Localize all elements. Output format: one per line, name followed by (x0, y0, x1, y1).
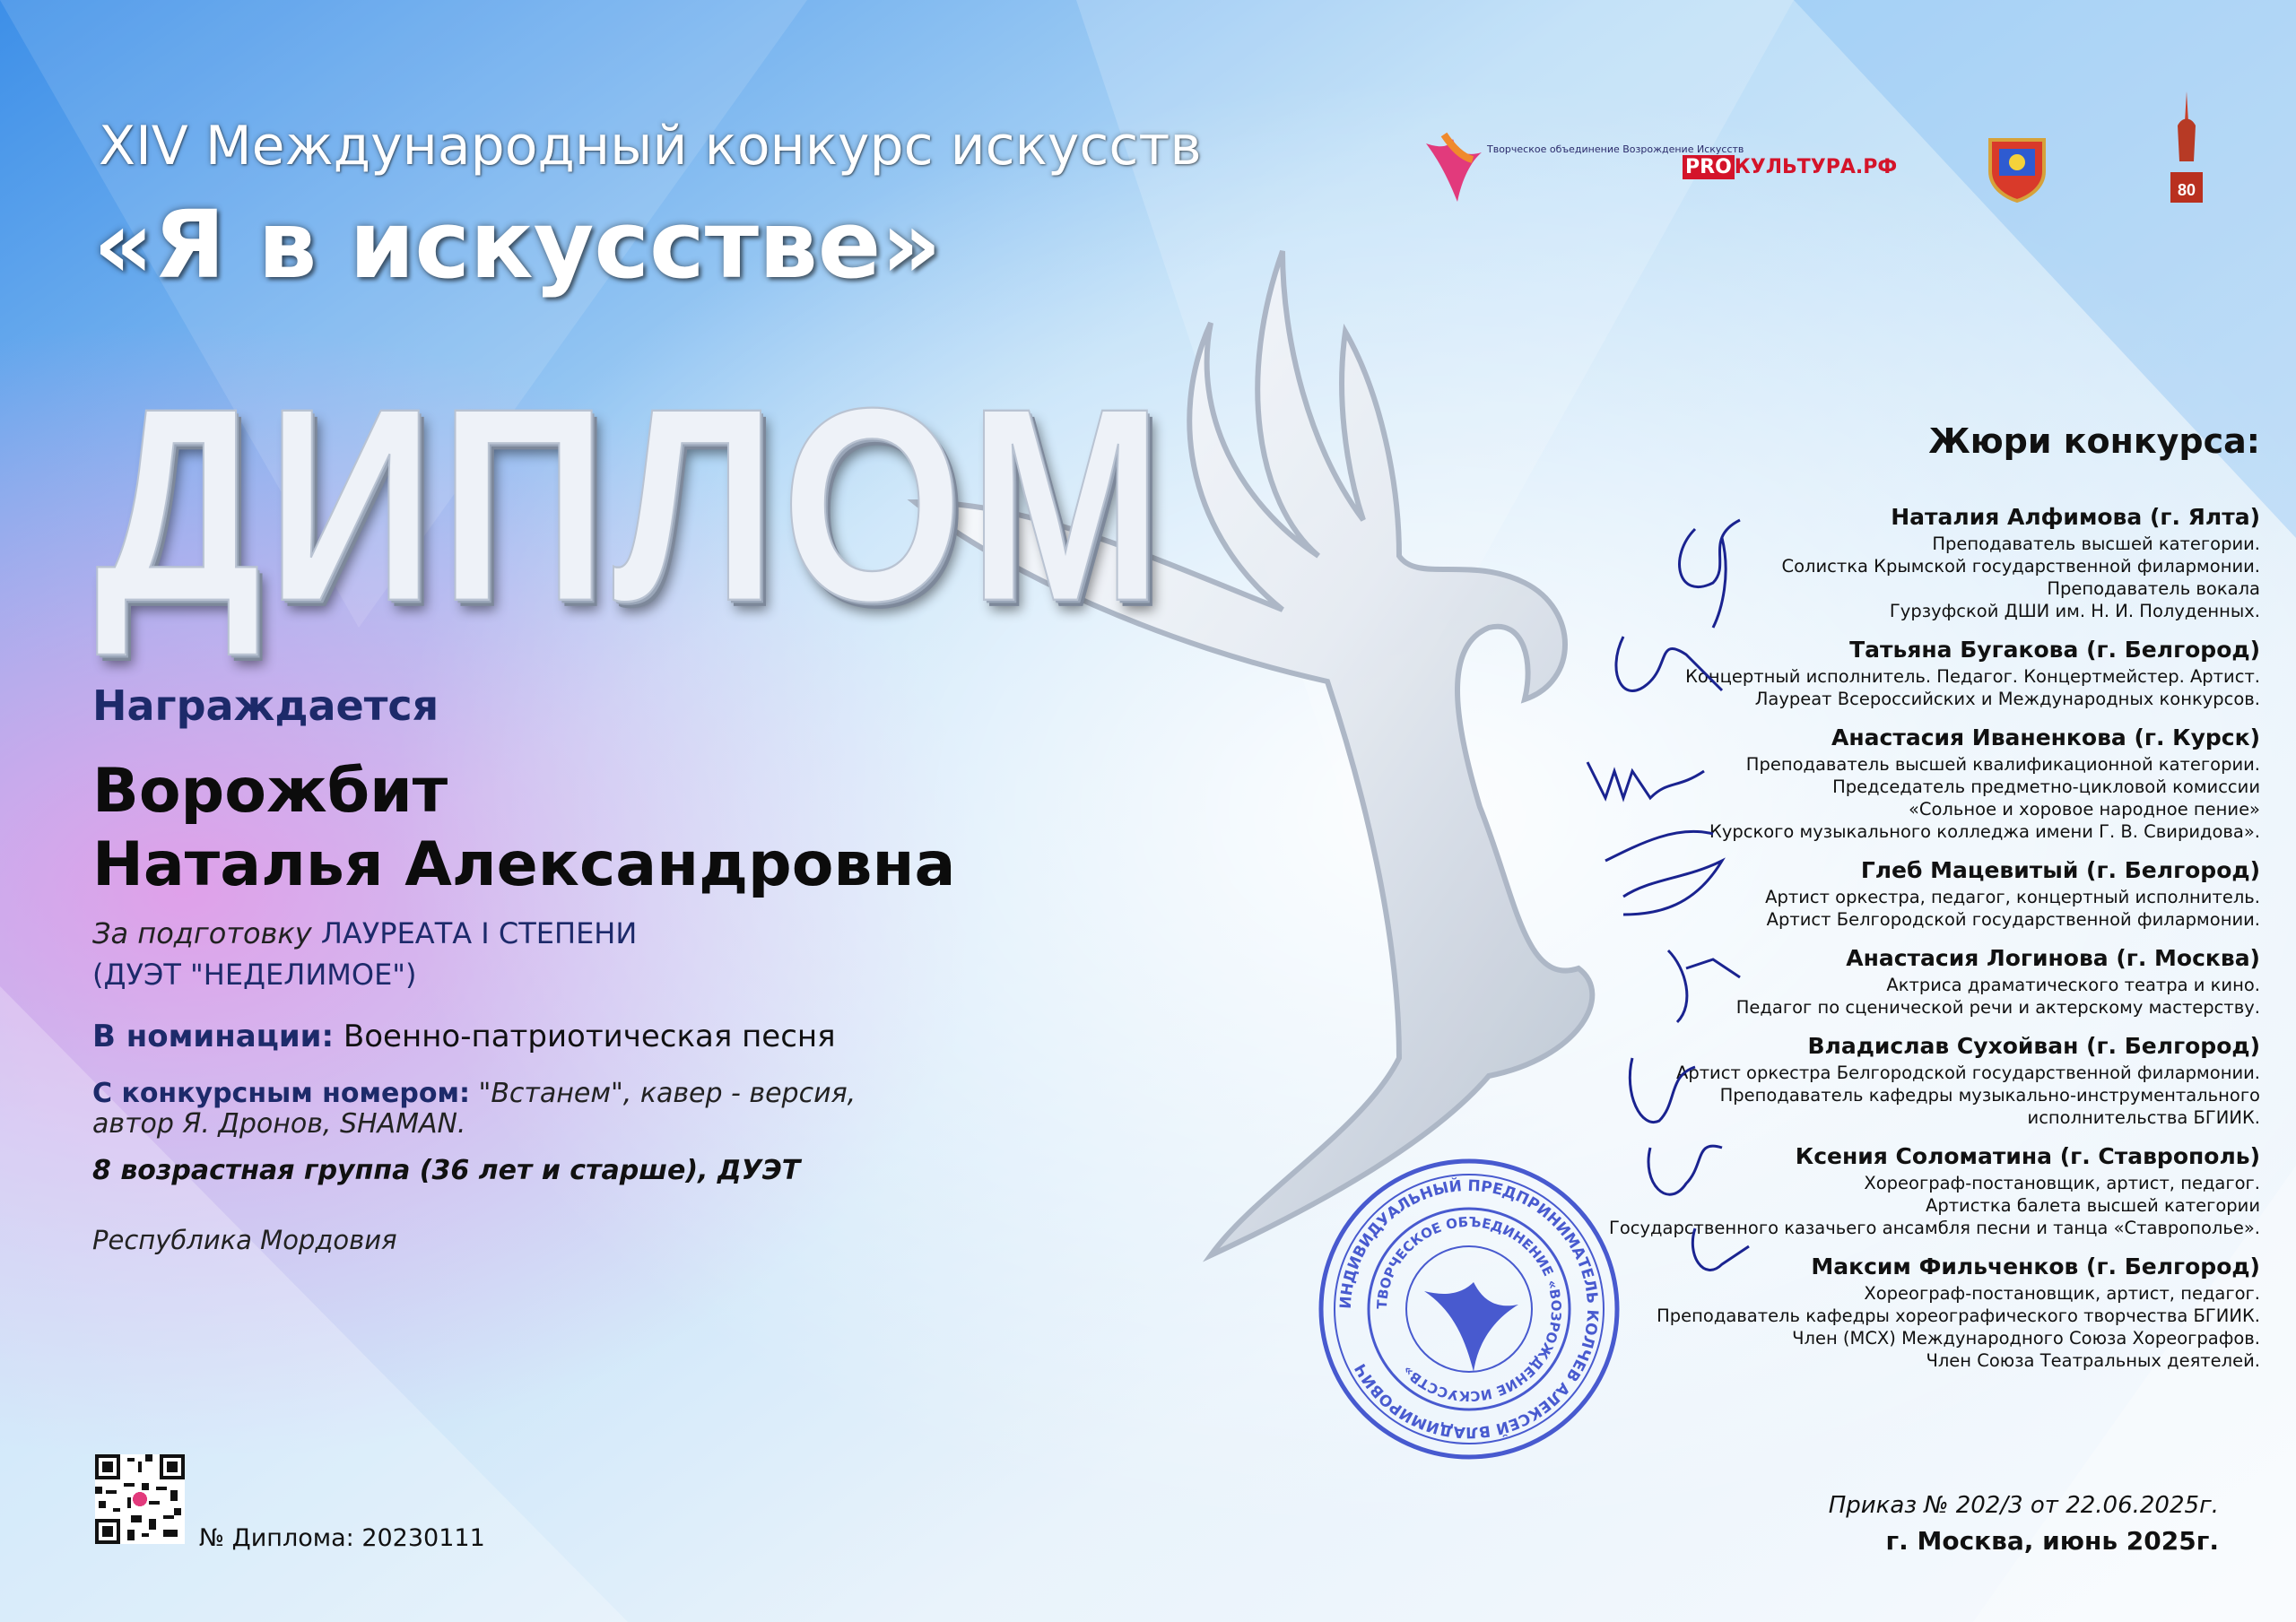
jury-member-description: Артист оркестра, педагог, концертный исполнитель. (1765, 887, 2260, 907)
prep-laureate: ЛАУРЕАТА I СТЕПЕНИ (320, 916, 638, 950)
awarded-label: Награждается (92, 681, 439, 730)
diploma-heading: ДИПЛОМ (95, 351, 1169, 659)
jury-member-name: Наталия Алфимова (г. Ялта) (1891, 504, 2260, 530)
jury-member-description: Хореограф-постановщик, артист, педагог. (1864, 1173, 2260, 1193)
prep-duet: (ДУЭТ "НЕДЕЛИМОЕ") (92, 958, 417, 992)
piece-value-2: автор Я. Дронов, SHAMAN. (92, 1108, 466, 1140)
piece-value-1: "Встанем", кавер - версия, (478, 1078, 857, 1109)
jury-member-description: Концертный исполнитель. Педагог. Концертмейстер. Артист. (1685, 666, 2260, 687)
jury-member-description: Педагог по сценической речи и актерскому мастерству. (1735, 997, 2260, 1018)
jury-member-description: Преподаватель кафедры музыкально-инструментального (1719, 1085, 2260, 1106)
stamp-ring-text: ИНДИВИДУАЛЬНЫЙ ПРЕДПРИНИМАТЕЛЬ КОЛЧЕВ АЛЕКСЕЙ ВЛАДИМИРОВИЧ (1336, 1176, 1602, 1442)
jury-member-description: Преподаватель высшей категории. (1932, 533, 2260, 554)
jury-member-description: Курского музыкального колледжа имени Г. В. Свиридова». (1709, 821, 2260, 842)
piece-label: С конкурсным номером: (92, 1078, 470, 1109)
stamp-center-text: ТВОРЧЕСКОЕ ОБЪЕДИНЕНИЕ «ВОЗРОЖДЕНИЕ ИСКУССТВ» (1373, 1213, 1565, 1405)
jury-member-description: Артист оркестра Белгородской государственной филармонии. (1675, 1063, 2260, 1083)
contest-name: «Я в искусстве» (93, 190, 942, 299)
recipient-surname: Ворожбит (92, 756, 448, 827)
qr-code-icon (95, 1454, 185, 1544)
region: Республика Мордовия (92, 1225, 397, 1255)
contest-title: XIV Международный конкурс искусств (99, 115, 1202, 178)
place-date: г. Москва, июнь 2025г. (1885, 1526, 2219, 1556)
jury-member-description: Преподаватель кафедры хореографического творчества БГИИК. (1657, 1305, 2260, 1326)
svg-text:80: 80 (2177, 181, 2196, 199)
age-group: 8 возрастная группа (36 лет и старше), ДУЭТ (92, 1155, 801, 1186)
jury-member-description: Член (МСХ) Международного Союза Хореографов. (1792, 1328, 2260, 1349)
jury-member-description: Член Союза Театральных деятелей. (1926, 1350, 2260, 1371)
jury-member-description: «Сольное и хоровое народное пение» (1908, 799, 2260, 820)
jury-member-description: Преподаватель вокала (2047, 578, 2260, 599)
contest-piece (92, 1079, 856, 1140)
jury-member-description: Солистка Крымской государственной филармонии. (1781, 556, 2260, 577)
jury-member-description: Хореограф-постановщик, артист, педагог. (1864, 1283, 2260, 1304)
jury-member-description: Лауреат Всероссийских и Международных конкурсов. (1754, 689, 2260, 709)
jury-member-name: Глеб Мацевитый (г. Белгород) (1860, 857, 2260, 883)
jury-member-name: Анастасия Логинова (г. Москва) (1846, 945, 2260, 971)
revival-logo-text: Творческое объединение Возрождение Искусств (1487, 143, 1744, 155)
order-number: Приказ № 202/3 от 22.06.2025г. (1828, 1492, 2219, 1519)
jury-member-description: Актриса драматического театра и кино. (1886, 975, 2260, 995)
recipient-name (92, 755, 955, 902)
prokultura-rest: КУЛЬТУРА.РФ (1734, 156, 1898, 178)
coat-of-arms-icon (1986, 131, 2048, 203)
jury-member-description: Артист Белгородской государственной филармонии. (1766, 909, 2260, 930)
prokultura-pro: PRO (1683, 155, 1735, 179)
jury-member-description: Артистка балета высшей категории (1925, 1195, 2260, 1216)
jury-member-name: Анастасия Иваненкова (г. Курск) (1831, 724, 2260, 750)
jury-member-description: исполнительства БГИИК. (2027, 1107, 2260, 1128)
preparation-text (92, 913, 637, 995)
prokultura-logo (1683, 156, 1897, 178)
revival-bird-icon (1417, 117, 1489, 206)
jury-member-name: Максим Фильченков (г. Белгород) (1811, 1253, 2260, 1279)
jury-member-name: Татьяна Бугакова (г. Белгород) (1849, 637, 2260, 663)
jury-member-description: Гурзуфской ДШИ им. Н. И. Полуденных. (1889, 601, 2260, 621)
nomination-value: Военно-патриотическая песня (343, 1019, 836, 1054)
jury-member-name: Владислав Сухойван (г. Белгород) (1807, 1033, 2260, 1059)
victory-80-icon (2160, 90, 2213, 206)
recipient-given-names: Наталья Александровна (92, 829, 956, 900)
nomination-label: В номинации: (92, 1019, 335, 1054)
jury-member-description: Преподаватель высшей квалификационной категории. (1745, 754, 2260, 775)
nomination (92, 1019, 836, 1054)
jury-member-name: Ксения Соломатина (г. Ставрополь) (1795, 1143, 2260, 1169)
jury-member-description: Государственного казачьего ансамбля песни и танца «Ставрополье». (1608, 1218, 2260, 1238)
stamp-seal-icon (1317, 1157, 1622, 1462)
diploma-number: № Диплома: 20230111 (199, 1524, 485, 1552)
jury-member-description: Председатель предметно-цикловой комиссии (1832, 776, 2260, 797)
jury-title: Жюри конкурса: (1928, 421, 2260, 461)
prep-prefix: За подготовку (92, 916, 312, 950)
